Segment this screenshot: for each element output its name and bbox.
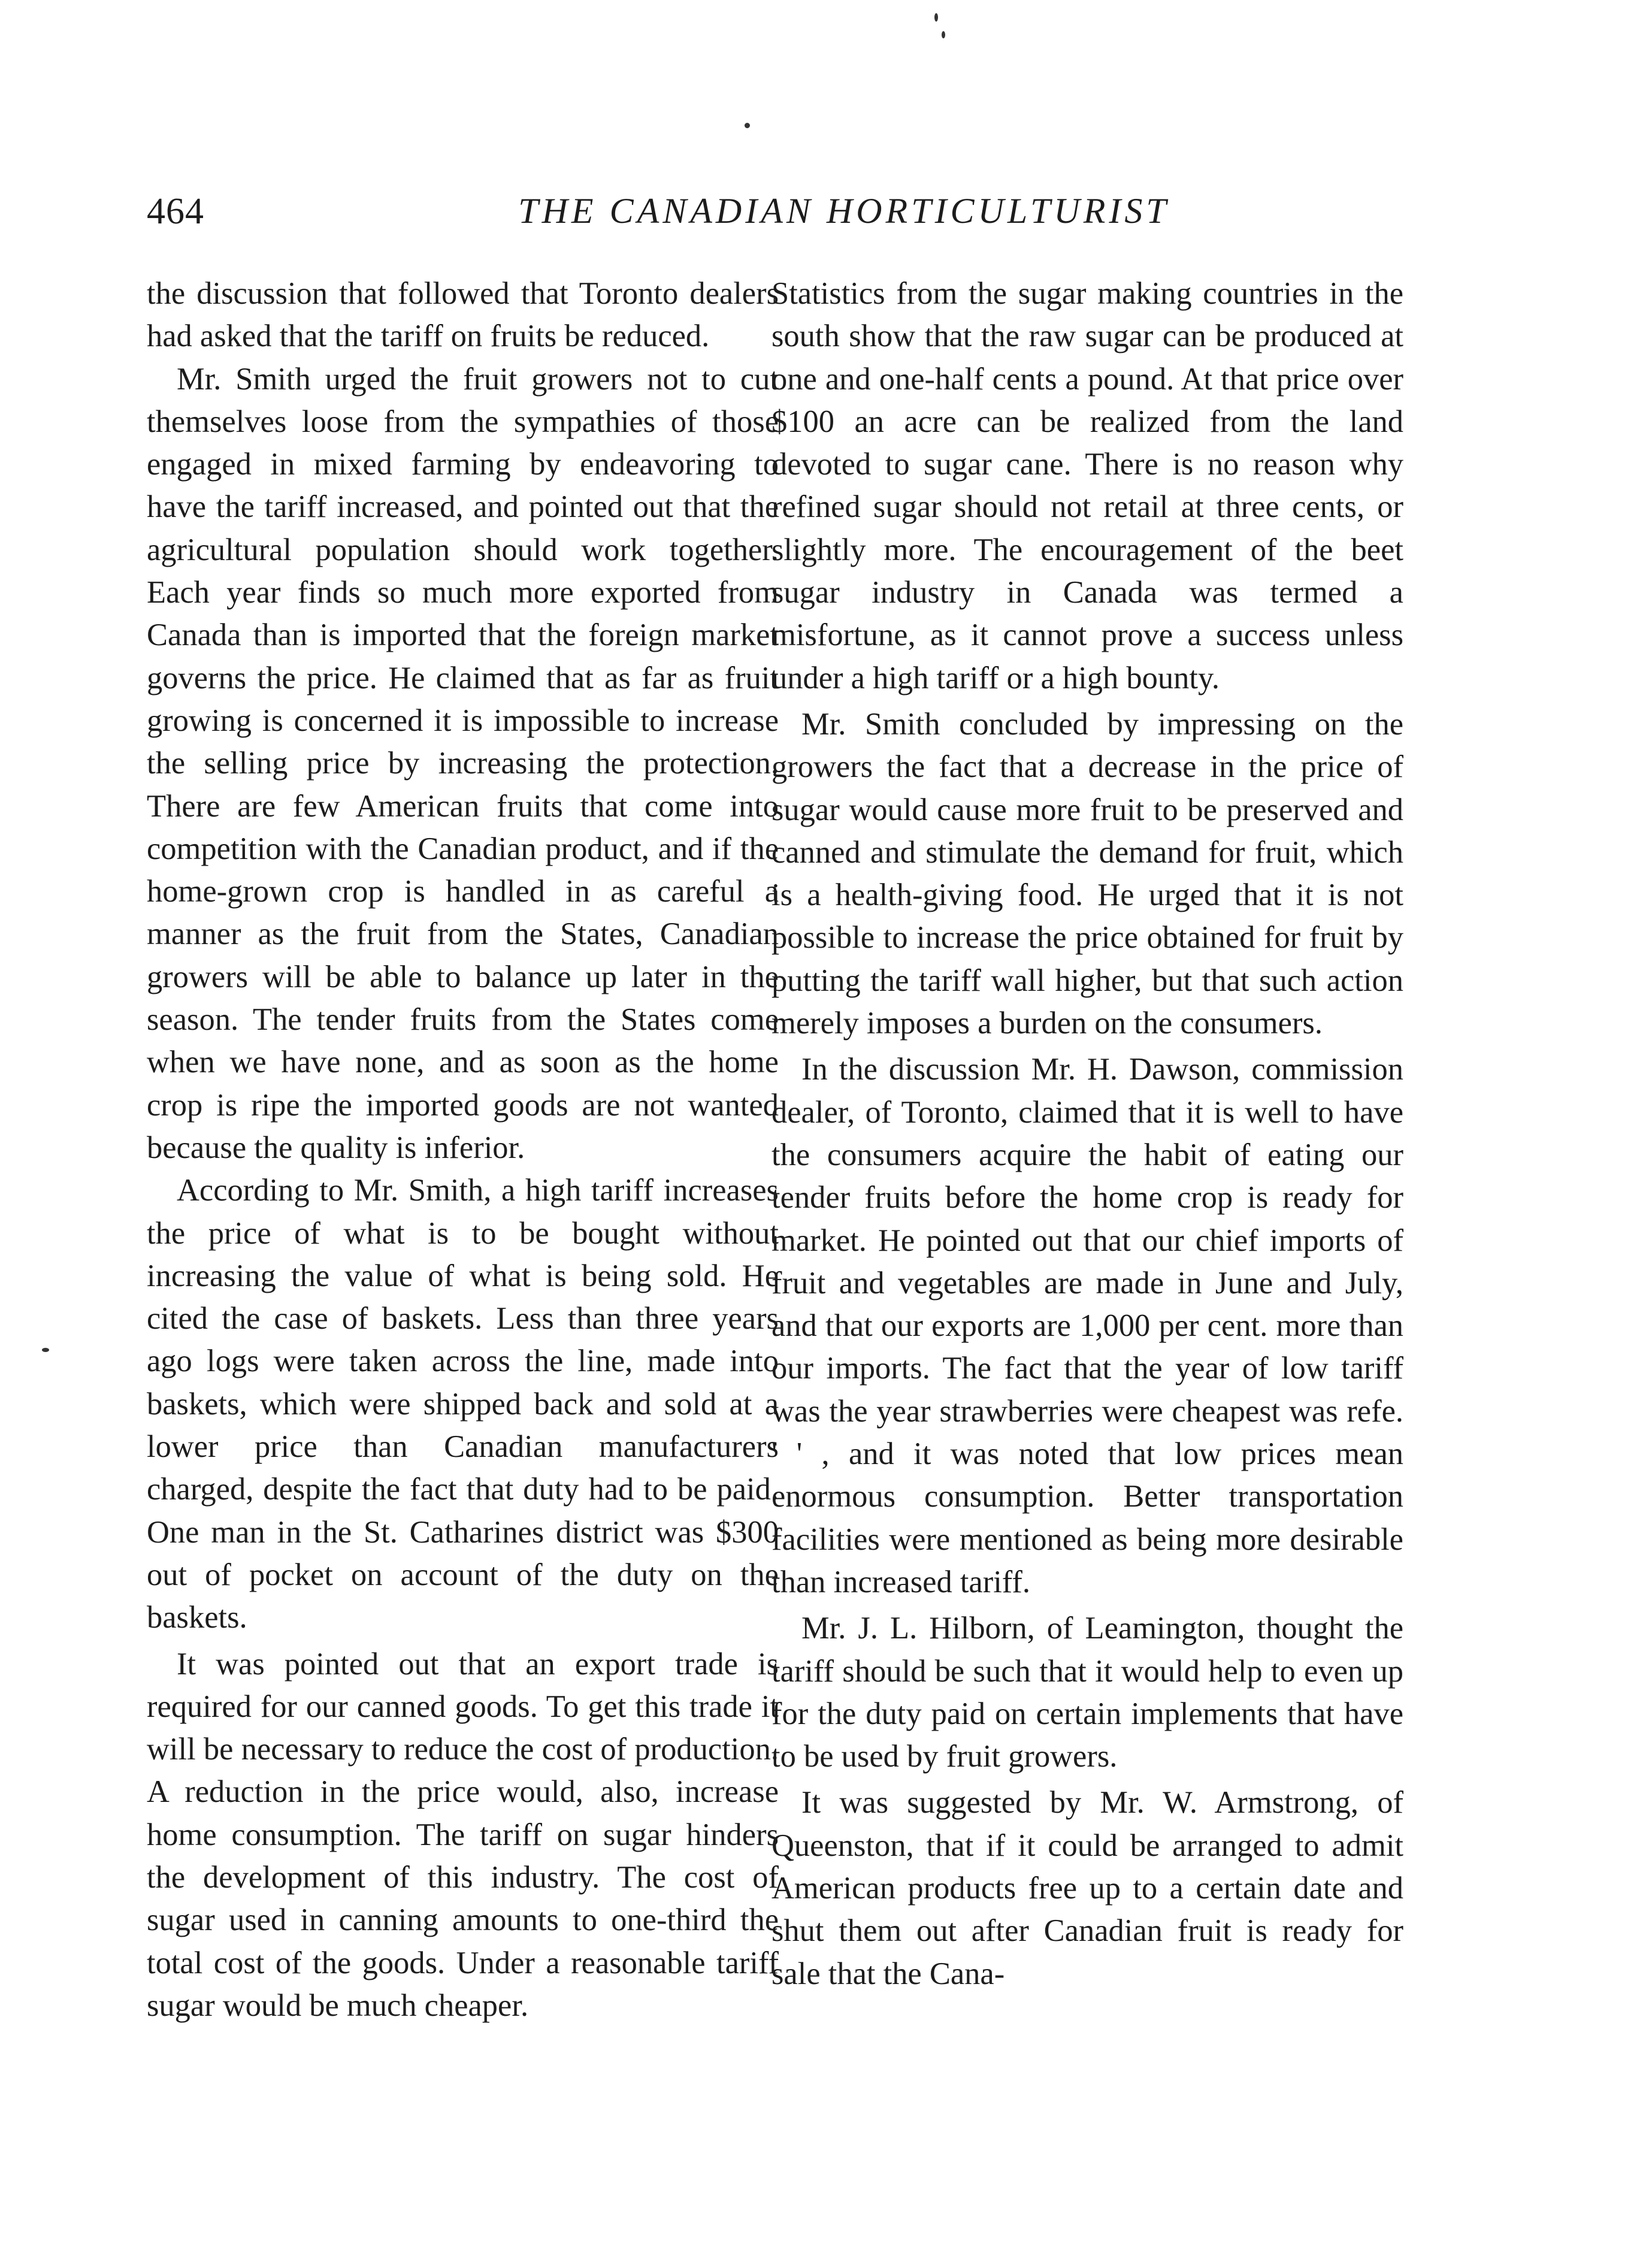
scan-speck-margin	[42, 1348, 49, 1352]
paragraph: In the discussion Mr. H. Dawson, commission dealer, of Toronto, claimed that it is well to have the consumers acquire the habit of eating our tender fruits before the home crop is ready for market. He pointed out that our chief imports of fruit and vegetables are made in June and July, and that our exports are 1,000 per cent. more than our imports. The fact that the year of low tariff was the year strawberries were cheapest was refe. ' ' , and it was noted that low prices mean enormous consumption. Better transportation facilities were mentioned as being more desirable than increased tariff.	[771, 1052, 1403, 1599]
paragraph: Mr. J. L. Hilborn, of Leamington, thought the tariff should be such that it would help to even up for the duty paid on certain implements that have to be used by fruit growers.	[771, 1611, 1403, 1774]
paragraph: Mr. Smith concluded by impressing on the growers the fact that a decrease in the price of sugar would cause more fruit to be preserved and canned and stimulate the demand for fruit, which is a health-giving food. He urged that it is not possible to increase the price obtained for fruit by putting the tariff wall higher, but that such action merely imposes a burden on the consumers.	[771, 706, 1403, 1041]
paragraph: It was pointed out that an export trade is required for our canned goods. To get this trade it will be necessary to reduce the cost of production. A reduction in the price would, also, increase home consumption. The tariff on sugar hinders the development of this industry. The cost of sugar used in canning amounts to one-third the total cost of the goods. Under a reasonable tariff sugar would be much cheaper.	[147, 1646, 779, 2023]
scan-speck-top	[934, 13, 938, 22]
paragraph: According to Mr. Smith, a high tariff increases the price of what is to be bought without increasing the value of what is being sold. He cited the case of baskets. Less than three years ago logs were taken across the line, made into baskets, which were shipped back and sold at a lower price than Canadian manufacturers charged, despite the fact that duty had to be paid. One man in the St. Catharines district was $300 out of pocket on account of the duty on the baskets.	[147, 1173, 779, 1635]
running-title: THE CANADIAN HORTICULTURIST	[518, 191, 1170, 231]
right-column	[771, 273, 1403, 1995]
scan-speck-mid	[745, 123, 750, 128]
paragraph: It was suggested by Mr. W. Armstrong, of Queenston, that if it could be arranged to admit American products free up to a certain date and shut them out after Canadian fruit is ready for sale that the Cana-	[771, 1785, 1403, 1991]
paragraph: Statistics from the sugar making countries in the south show that the raw sugar can be produced at one and one-half cents a pound. At that price over $100 an acre can be realized from the land devoted to sugar cane. There is no reason why refined sugar should not retail at three cents, or slightly more. The encouragement of the beet sugar industry in Canada was termed a misfortune, as it cannot prove a success unless under a high tariff or a high bounty.	[771, 276, 1403, 695]
left-column	[147, 273, 779, 2027]
paragraph: the discussion that followed that Toronto dealers had asked that the tariff on fruits be reduced.	[147, 276, 779, 354]
paragraph: Mr. Smith urged the fruit growers not to cut themselves loose from the sympathies of those engaged in mixed farming by endeavoring to have the tariff increased, and pointed out that the agricultural population should work together. Each year finds so much more exported from Canada than is imported that the foreign market governs the price. He claimed that as far as fruit growing is concerned it is impossible to increase the selling price by increasing the protection. There are few American fruits that come into competition with the Canadian product, and if the home-grown crop is handled in as careful a manner as the fruit from the States, Canadian growers will be able to balance up later in the season. The tender fruits from the States come when we have none, and as soon as the home crop is ripe the imported goods are not wanted because the quality is inferior.	[147, 361, 779, 1165]
scan-speck-top-2	[942, 31, 945, 38]
page-number: 464	[147, 191, 204, 232]
